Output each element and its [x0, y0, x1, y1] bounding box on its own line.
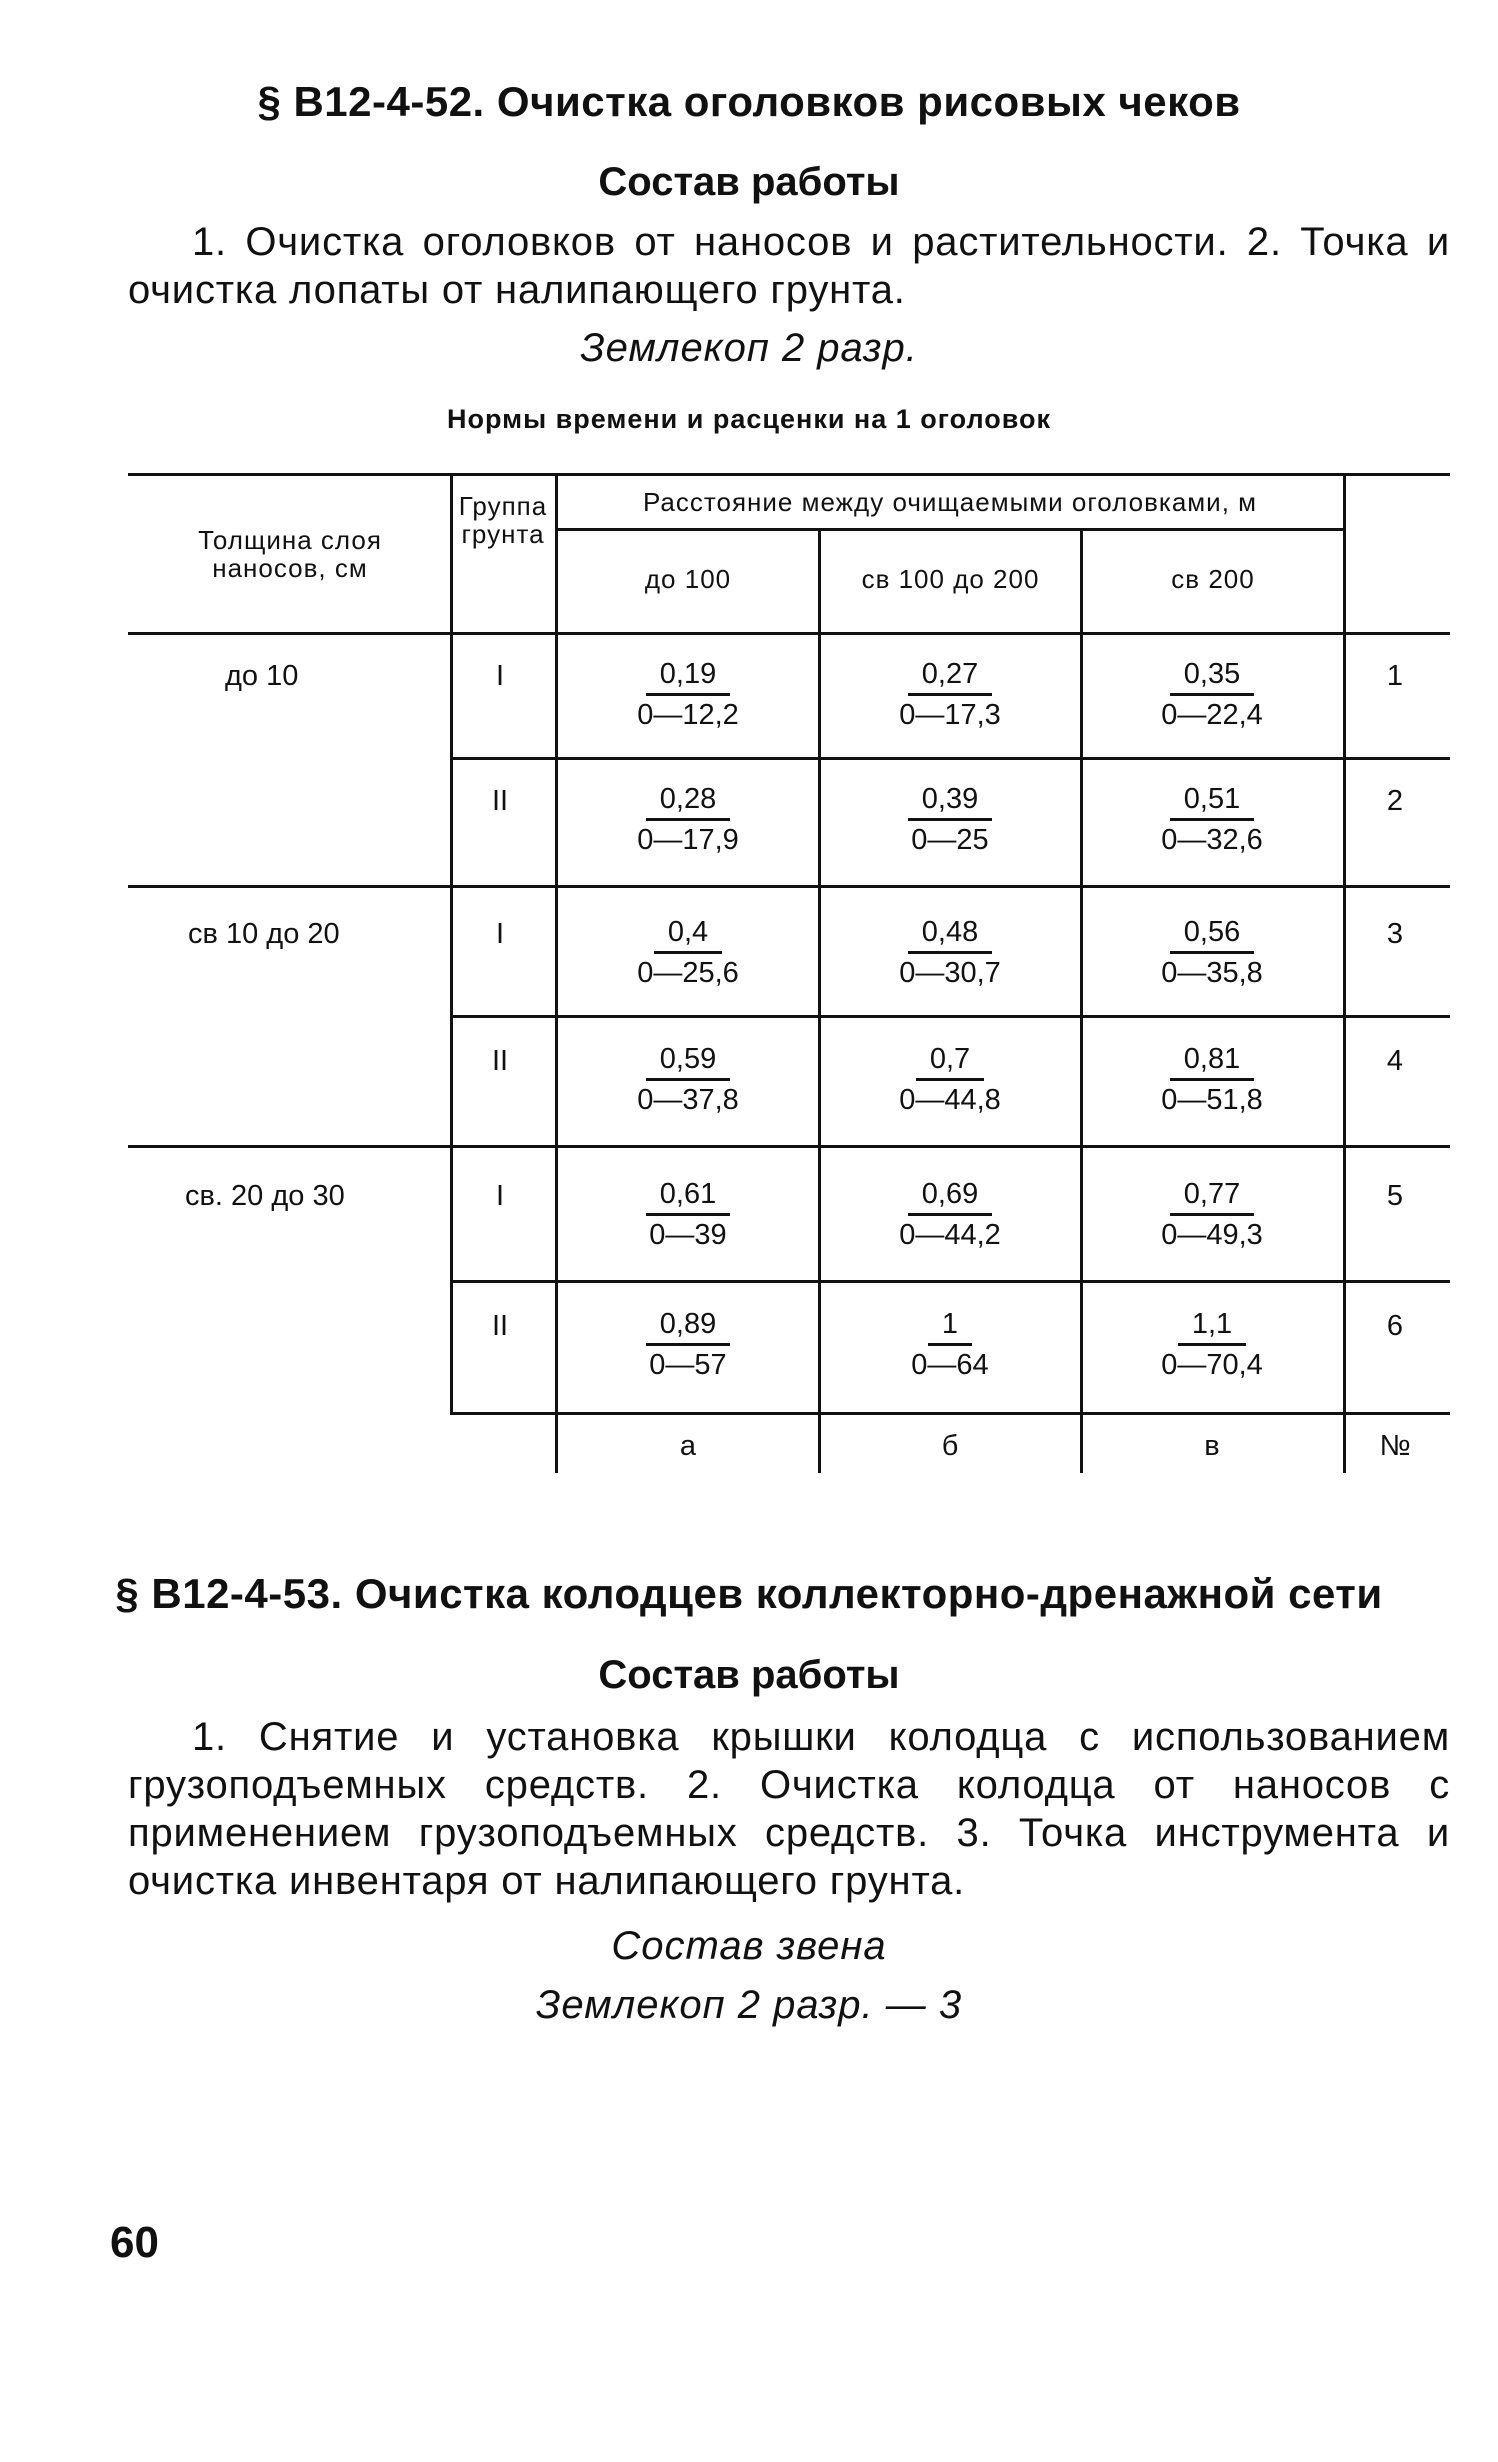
norm-cell — [1092, 913, 1332, 992]
time-norm: 0,48 — [908, 913, 992, 954]
time-norm: 1,1 — [1178, 1305, 1246, 1346]
col-header-thickness: Толщина слоя наносов, см — [198, 525, 382, 583]
rate: 0—57 — [649, 1349, 727, 1381]
time-norm: 0,4 — [654, 913, 722, 954]
row-number: 6 — [1386, 1310, 1404, 1342]
group-cell: I — [495, 660, 505, 692]
group-cell: II — [491, 1045, 509, 1077]
norm-cell — [1092, 1175, 1332, 1254]
time-norm: 0,61 — [646, 1175, 730, 1216]
norm-cell — [830, 913, 1070, 992]
time-norm: 0,77 — [1170, 1175, 1254, 1216]
work-composition-text: 1. Очистка оголовков от наносов и растительности. 2. Точка и очистка лопаты от налипающего грунта. — [128, 220, 1450, 312]
norm-cell — [1092, 780, 1332, 859]
time-norm: 0,19 — [646, 655, 730, 696]
time-norm: 0,7 — [916, 1040, 984, 1081]
norm-cell — [830, 780, 1070, 859]
time-norm: 1 — [928, 1305, 972, 1346]
group-cell: I — [495, 918, 505, 950]
time-norm: 0,51 — [1170, 780, 1254, 821]
time-norm: 0,69 — [908, 1175, 992, 1216]
rate: 0—49,3 — [1161, 1219, 1263, 1251]
col-header-over-200: св 200 — [1171, 564, 1255, 594]
time-norm: 0,39 — [908, 780, 992, 821]
table-caption: Нормы времени и расценки на 1 оголовок — [446, 404, 1052, 434]
rate: 0—22,4 — [1161, 699, 1263, 731]
norm-cell — [830, 1305, 1070, 1384]
row-number: 3 — [1386, 918, 1404, 950]
page-number: 60 — [110, 2218, 159, 2267]
rate: 0—44,2 — [899, 1219, 1001, 1251]
norm-cell — [830, 1175, 1070, 1254]
norm-cell — [1092, 655, 1332, 734]
crew-line: Землекоп 2 разр. — 3 — [535, 1983, 963, 2027]
row-number: 2 — [1386, 785, 1404, 817]
work-composition-heading: Состав работы — [598, 1653, 900, 1697]
column-letter: в — [1204, 1430, 1220, 1462]
col-header-distance: Расстояние между очищаемыми оголовками, м — [642, 487, 1258, 517]
norm-cell — [568, 655, 808, 734]
norm-cell — [568, 780, 808, 859]
rate: 0—17,9 — [637, 824, 739, 856]
row-number: 4 — [1386, 1045, 1404, 1077]
section-title-b12-4-52: § В12-4-52. Очистка оголовков рисовых чеков — [257, 78, 1241, 125]
norm-cell — [1092, 1040, 1332, 1119]
number-sign: № — [1379, 1430, 1411, 1462]
rate: 0—25 — [911, 824, 989, 856]
rate: 0—32,6 — [1161, 824, 1263, 856]
work-composition-heading: Состав работы — [598, 160, 900, 204]
norm-cell — [830, 1040, 1070, 1119]
worker-grade: Землекоп 2 разр. — [580, 326, 918, 370]
thickness-20-30: св. 20 до 30 — [185, 1180, 345, 1212]
norm-cell — [568, 1305, 808, 1384]
rate: 0—12,2 — [637, 699, 739, 731]
rate: 0—51,8 — [1161, 1084, 1263, 1116]
group-cell: II — [491, 1310, 509, 1342]
rate: 0—39 — [649, 1219, 727, 1251]
group-cell: I — [495, 1180, 505, 1212]
time-norm: 0,59 — [646, 1040, 730, 1081]
section-title-b12-4-53: § В12-4-53. Очистка колодцев коллекторно-дренажной сети — [115, 1570, 1383, 1617]
column-letter: а — [679, 1430, 697, 1462]
time-norm: 0,81 — [1170, 1040, 1254, 1081]
rate: 0—25,6 — [637, 957, 739, 989]
rate: 0—37,8 — [637, 1084, 739, 1116]
col-header-100-200: св 100 до 200 — [861, 564, 1040, 594]
column-letter: б — [941, 1430, 959, 1462]
crew-heading: Состав звена — [611, 1924, 887, 1968]
time-norm: 0,28 — [646, 780, 730, 821]
rate: 0—35,8 — [1161, 957, 1263, 989]
norm-cell — [830, 655, 1070, 734]
thickness-upto-10: до 10 — [225, 660, 299, 692]
rate: 0—70,4 — [1161, 1349, 1263, 1381]
norm-cell — [568, 1175, 808, 1254]
col-header-group: Группа грунта — [458, 491, 548, 549]
norm-cell — [568, 1040, 808, 1119]
thickness-10-20: св 10 до 20 — [188, 918, 340, 950]
rate: 0—17,3 — [899, 699, 1001, 731]
norm-cell — [568, 913, 808, 992]
time-norm: 0,89 — [646, 1305, 730, 1346]
time-norm: 0,27 — [908, 655, 992, 696]
time-norm: 0,56 — [1170, 913, 1254, 954]
rate: 0—64 — [911, 1349, 989, 1381]
work-composition-text: 1. Снятие и установка крышки колодца с использованием грузоподъемных средств. 2. Очистка колодца от наносов с применением грузоподъемных средств. 3. Точка инструмента и очистка инвентаря от налипающего грунта. — [128, 1715, 1450, 1903]
row-number: 1 — [1386, 660, 1404, 692]
col-header-upto-100: до 100 — [644, 564, 732, 594]
group-cell: II — [491, 785, 509, 817]
time-norm: 0,35 — [1170, 655, 1254, 696]
row-number: 5 — [1386, 1180, 1404, 1212]
norm-cell — [1092, 1305, 1332, 1384]
rate: 0—44,8 — [899, 1084, 1001, 1116]
rate: 0—30,7 — [899, 957, 1001, 989]
